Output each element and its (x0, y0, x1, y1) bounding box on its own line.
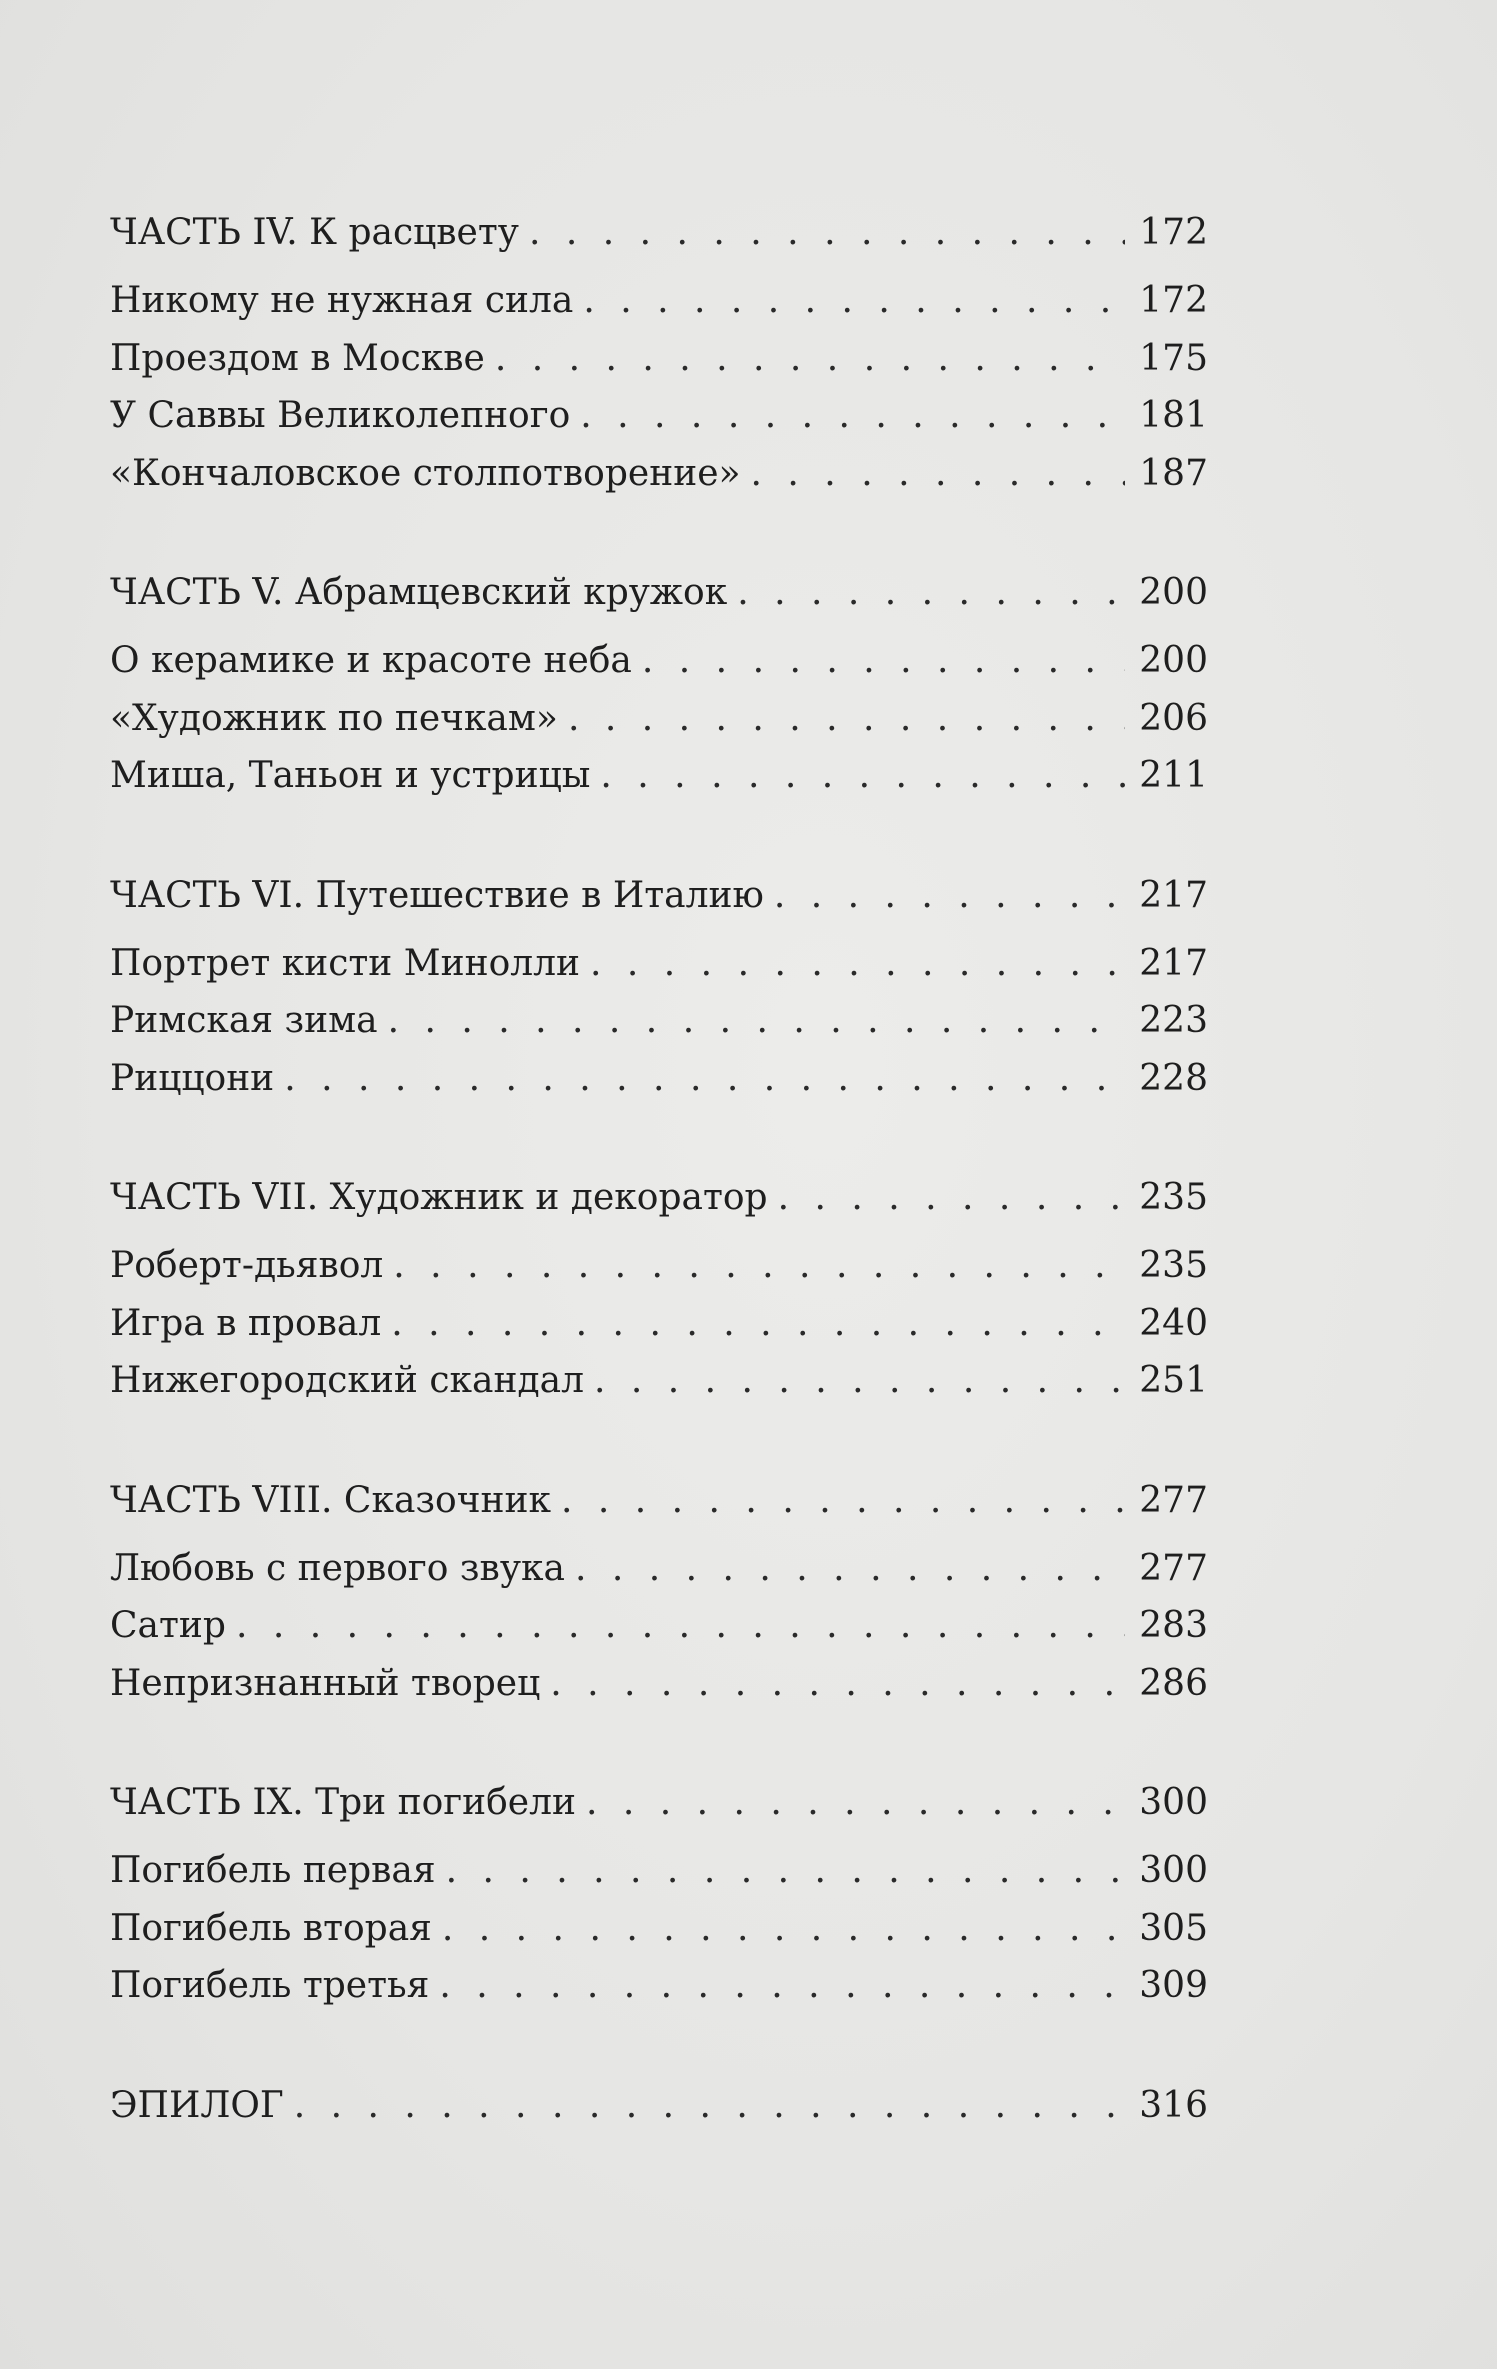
toc-part-heading (110, 1468, 1208, 1534)
dot-leader (529, 200, 1125, 266)
toc-entry (110, 1655, 1208, 1713)
dot-leader (590, 935, 1125, 993)
dot-leader (391, 1295, 1125, 1353)
toc-page-number: 286 (1139, 1662, 1208, 1704)
toc-entry-title: Миша, Таньон и устрицы (110, 755, 591, 796)
toc-part-heading (110, 560, 1208, 626)
dot-leader (294, 2073, 1126, 2139)
toc-entry-title: «Художник по печкам» (110, 697, 558, 739)
toc-entry (110, 1050, 1208, 1108)
toc-part-title: ЭПИЛОГ (110, 2084, 284, 2126)
toc-section-part-5 (110, 560, 1208, 805)
toc-page-number: 240 (1139, 1302, 1208, 1344)
toc-entry-title: Погибель третья (110, 1965, 430, 2006)
toc-page-number: 305 (1139, 1907, 1208, 1949)
toc-entry (110, 1540, 1208, 1598)
toc-page-number: 228 (1139, 1057, 1208, 1099)
dot-leader (575, 1540, 1125, 1598)
toc-entry (110, 1295, 1208, 1353)
dot-leader (561, 1468, 1125, 1534)
toc-entry-title: Погибель первая (110, 1850, 436, 1891)
toc-part-title: ЧАСТЬ V. Абрамцевский кружок (110, 572, 728, 613)
toc-page-number: 200 (1139, 572, 1208, 613)
toc-entry-title: Роберт-дьявол (110, 1245, 384, 1286)
toc-page-number: 175 (1139, 337, 1208, 379)
toc-entry (110, 747, 1208, 805)
dot-leader (600, 747, 1125, 805)
dot-leader (550, 1655, 1125, 1713)
toc-section-part-6 (110, 863, 1208, 1108)
toc-entry-title: Игра в провал (110, 1302, 382, 1344)
toc-page-number: 277 (1139, 1547, 1208, 1589)
toc-entry (110, 992, 1208, 1050)
toc-entry-title: «Кончаловское столпотворение» (110, 452, 741, 494)
toc-section-epilogue (110, 2073, 1208, 2139)
dot-leader (284, 1050, 1125, 1108)
toc-entry (110, 387, 1208, 445)
toc-part-heading (110, 200, 1208, 266)
toc-part-title: ЧАСТЬ IV. К расцвету (110, 212, 519, 253)
toc-page-number: 172 (1139, 212, 1208, 253)
toc-page-number: 217 (1139, 874, 1208, 916)
toc-entry (110, 445, 1208, 503)
toc-entry-title: Риццони (110, 1057, 275, 1099)
toc-entry (110, 935, 1208, 993)
table-of-contents (110, 200, 1208, 2197)
toc-entry-title: У Саввы Великолепного (110, 395, 571, 436)
toc-part-title: ЧАСТЬ VI. Путешествие в Италию (110, 874, 764, 916)
toc-entry-title: Любовь с первого звука (110, 1547, 565, 1589)
toc-entry-title: Непризнанный творец (110, 1662, 541, 1704)
toc-entry-title: Проездом в Москве (110, 337, 485, 379)
toc-entry-title: Римская зима (110, 1000, 378, 1041)
toc-entry-title: Никому не нужная сила (110, 280, 574, 321)
toc-part-heading (110, 863, 1208, 929)
toc-section-part-9 (110, 1770, 1208, 2015)
toc-entry-title: Погибель вторая (110, 1907, 432, 1949)
toc-page-number: 316 (1139, 2084, 1208, 2126)
toc-page-number: 309 (1139, 1965, 1208, 2006)
toc-entry-title: Портрет кисти Минолли (110, 942, 581, 984)
toc-page-number: 300 (1139, 1782, 1208, 1823)
toc-section-part-4 (110, 200, 1208, 502)
toc-part-heading (110, 1165, 1208, 1231)
toc-entry (110, 1597, 1208, 1655)
toc-page-number: 300 (1139, 1850, 1208, 1891)
toc-entry (110, 1900, 1208, 1958)
dot-leader (751, 445, 1126, 503)
toc-part-title: ЧАСТЬ VIII. Сказочник (110, 1479, 551, 1521)
toc-entry (110, 1352, 1208, 1410)
toc-page-number: 251 (1139, 1360, 1208, 1401)
toc-part-title: ЧАСТЬ IX. Три погибели (110, 1782, 576, 1823)
toc-page-number: 206 (1139, 697, 1208, 739)
dot-leader (594, 1352, 1125, 1410)
toc-page-number: 181 (1139, 395, 1208, 436)
dot-leader (778, 1165, 1126, 1231)
toc-entry-title: О керамике и красоте неба (110, 640, 632, 681)
dot-leader (495, 330, 1125, 388)
dot-leader (393, 1237, 1125, 1295)
toc-page-number: 200 (1139, 640, 1208, 681)
toc-entry (110, 272, 1208, 330)
toc-entry-title: Сатир (110, 1605, 226, 1646)
toc-entry (110, 1237, 1208, 1295)
toc-entry (110, 1842, 1208, 1900)
dot-leader (388, 992, 1126, 1050)
toc-page-number: 187 (1139, 452, 1208, 494)
dot-leader (586, 1770, 1125, 1836)
toc-page-number: 217 (1139, 942, 1208, 984)
toc-page-number: 211 (1139, 755, 1208, 796)
toc-section-part-8 (110, 1468, 1208, 1713)
toc-part-heading (110, 1770, 1208, 1836)
dot-leader (446, 1842, 1126, 1900)
dot-leader (568, 690, 1125, 748)
toc-part-heading (110, 2073, 1208, 2139)
dot-leader (580, 387, 1125, 445)
toc-page-number: 235 (1139, 1177, 1208, 1218)
toc-page-number: 283 (1139, 1605, 1208, 1646)
dot-leader (236, 1597, 1125, 1655)
dot-leader (442, 1900, 1125, 1958)
toc-page-number: 223 (1139, 1000, 1208, 1041)
dot-leader (737, 560, 1125, 626)
dot-leader (774, 863, 1125, 929)
toc-entry (110, 1957, 1208, 2015)
toc-page-number: 277 (1139, 1479, 1208, 1521)
toc-entry (110, 632, 1208, 690)
toc-entry (110, 690, 1208, 748)
toc-section-part-7 (110, 1165, 1208, 1410)
toc-page-number: 235 (1139, 1245, 1208, 1286)
toc-entry-title: Нижегородский скандал (110, 1360, 584, 1401)
dot-leader (439, 1957, 1125, 2015)
toc-part-title: ЧАСТЬ VII. Художник и декоратор (110, 1177, 768, 1218)
toc-page-number: 172 (1139, 280, 1208, 321)
toc-entry (110, 330, 1208, 388)
dot-leader (642, 632, 1125, 690)
dot-leader (583, 272, 1125, 330)
